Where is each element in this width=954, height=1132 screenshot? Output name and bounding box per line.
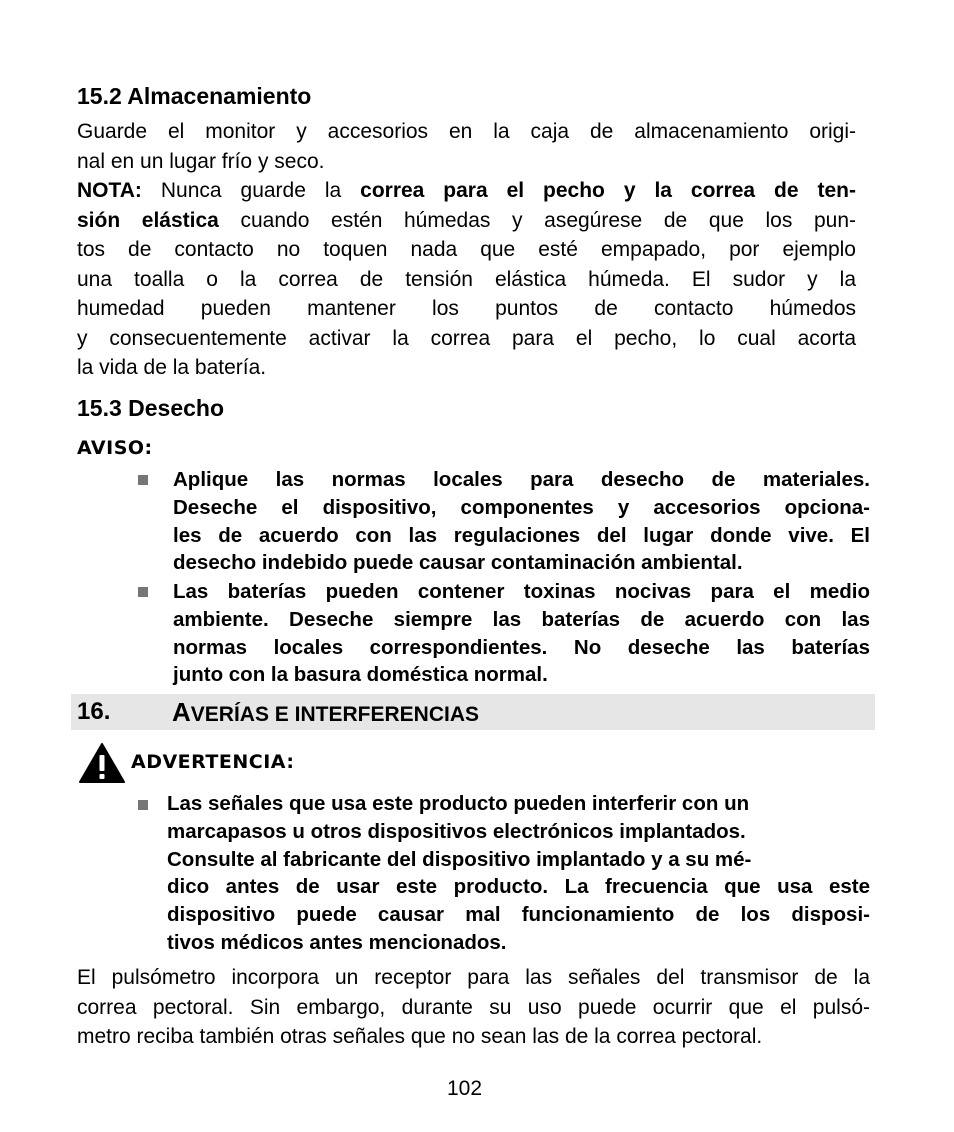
page-number: 102 (447, 1077, 483, 1100)
note-label: NOTA: (77, 179, 142, 202)
interference-bullet (167, 790, 870, 957)
storage-paragraph (77, 117, 856, 383)
bullet-line: dico antes de usar este producto. La frecuencia que usa este (167, 875, 870, 899)
text-line: nal en un lugar frío y seco. (77, 149, 325, 173)
note-line: tos de contacto no toquen nada que esté empapado, por ejemplo (77, 238, 856, 261)
note-line: humedad pueden mantener los puntos de contacto húmedos (77, 297, 856, 320)
bullet-line: marcapasos u otros dispositivos electrónicos implantados. (167, 819, 746, 843)
section-number: 16. (77, 698, 111, 725)
interference-paragraph (77, 963, 870, 1052)
bullet-line: desecho indebido puede causar contaminación ambiental. (173, 551, 743, 575)
note-text: Nunca guarde la (141, 179, 361, 202)
warning-label: ADVERTENCIA: (131, 751, 295, 773)
notice-label: AVISO: (77, 437, 153, 459)
bullet-line: ambiente. Deseche siempre las baterías de acuerdo con las (173, 607, 870, 631)
note-emphasis: sión elástica (77, 208, 219, 232)
note-line: la vida de la batería. (77, 356, 267, 379)
text-line: correa pectoral. Sin embargo, durante su uso puede ocurrir que el pulsó- (77, 995, 870, 1019)
note-line (77, 206, 856, 236)
disposal-bullet-1 (173, 466, 870, 577)
note-line (77, 176, 856, 206)
bullet-line: junto con la basura doméstica normal. (173, 663, 548, 687)
square-bullet-icon (138, 475, 148, 485)
note-line: una toalla o la correa de tensión elástica húmeda. El sudor y la (77, 267, 856, 291)
bullet-line: les de acuerdo con las regulaciones del lugar donde vive. El (173, 523, 870, 547)
section-title-initial: A (172, 697, 191, 727)
text-line: El pulsómetro incorpora un receptor para las señales del transmisor de la (77, 966, 870, 989)
text-line: Guarde el monitor y accesorios en la caja de almacenamiento origi- (77, 120, 856, 143)
disposal-bullet-2 (173, 578, 870, 689)
note-text: cuando estén húmedas y asegúrese de que los pun- (218, 208, 856, 232)
note-line: y consecuentemente activar la correa para el pecho, lo cual acorta (77, 326, 856, 350)
bullet-line: Las baterías pueden contener toxinas nocivas para el medio (173, 580, 870, 603)
square-bullet-icon (138, 587, 148, 597)
bullet-line: Aplique las normas locales para desecho de materiales. (173, 468, 870, 491)
warning-triangle-icon (78, 742, 126, 784)
bullet-line: dispositivo puede causar mal funcionamiento de los disposi- (167, 903, 870, 927)
section-title-rest: VERÍAS E INTERFERENCIAS (190, 703, 479, 726)
bullet-line: Deseche el dispositivo, componentes y accesorios opciona- (173, 495, 870, 519)
bullet-line: Las señales que usa este producto pueden interferir con un (167, 792, 750, 815)
bullet-line: tivos médicos antes mencionados. (167, 930, 507, 954)
section-heading-15-3: 15.3 Desecho (77, 395, 225, 421)
note-emphasis: correa para el pecho y la correa de ten- (360, 179, 856, 202)
bullet-line: Consulte al fabricante del dispositivo implantado y a su mé- (167, 847, 752, 871)
section-heading-15-2: 15.2 Almacenamiento (77, 83, 312, 109)
section-title (172, 697, 479, 728)
text-line: metro reciba también otras señales que no sean las de la correa pectoral. (77, 1025, 763, 1048)
square-bullet-icon (138, 800, 148, 810)
bullet-line: normas locales correspondientes. No deseche las baterías (173, 635, 870, 659)
